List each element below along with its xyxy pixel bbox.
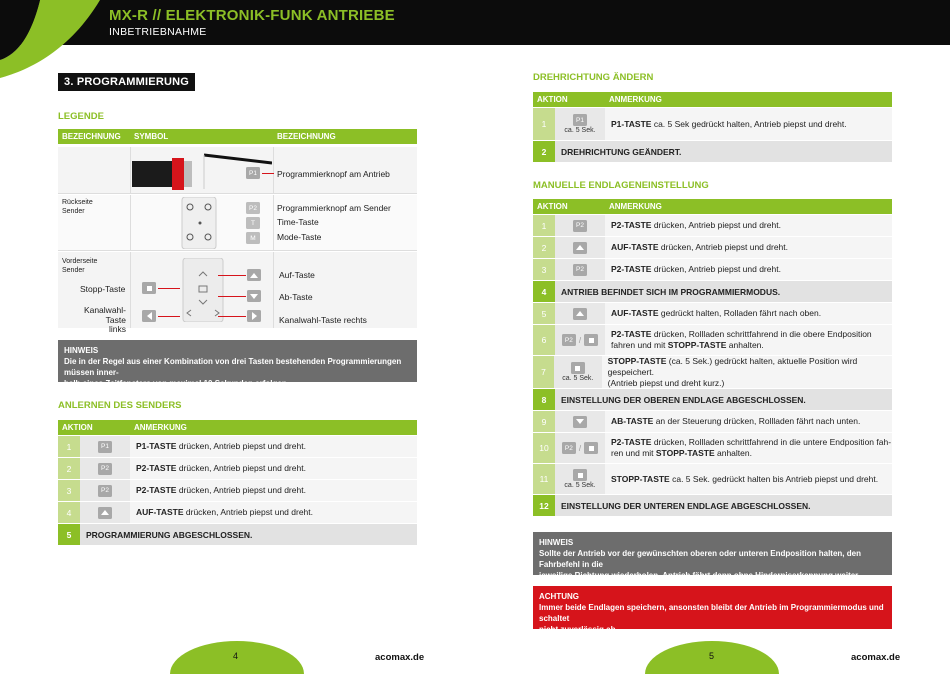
note-rest: drücken, Rollladen schrittfahrend in die obere Endposition <box>651 329 872 339</box>
note-rest: gedrückt halten, Rolladen fährt nach oben. <box>658 308 822 318</box>
note-line-1 <box>611 308 821 319</box>
step-number: 3 <box>58 480 80 501</box>
remote-back-icon <box>180 197 220 249</box>
step-row <box>533 303 892 324</box>
legend-desc-p1: Programmierknopf am Antrieb <box>277 169 390 179</box>
up-arrow-icon <box>576 311 584 316</box>
key-cell <box>555 303 605 324</box>
note-text <box>130 441 306 452</box>
note-line-1 <box>136 507 313 518</box>
key-cell <box>80 502 130 523</box>
step-number: 1 <box>533 215 555 236</box>
step-number: 4 <box>533 281 555 302</box>
P1-key-icon: P1 <box>573 114 587 126</box>
note-line-2b: STOPP-TASTE <box>655 448 715 458</box>
slash-separator: / <box>578 335 582 345</box>
step-number: 6 <box>533 325 555 355</box>
P2-key-icon: P2 <box>98 463 112 475</box>
note-line-2 <box>608 378 892 389</box>
stop-key-icon <box>573 469 587 481</box>
step-row <box>533 259 892 280</box>
step-row <box>533 215 892 236</box>
step-row <box>58 502 417 523</box>
note-rest: drücken, Antrieb piepst und dreht. <box>176 463 306 473</box>
legend-down-label: Ab-Taste <box>279 292 313 302</box>
note-rest: drücken, Antrieb piepst und dreht. <box>183 507 314 517</box>
note-rest: drücken, Antrieb piepst und dreht. <box>176 441 306 451</box>
note-line-2 <box>611 340 872 351</box>
status-text: EINSTELLUNG DER UNTEREN ENDLAGE ABGESCHLOSSEN. <box>561 500 811 511</box>
channel-left-key-icon <box>142 310 156 322</box>
legend-label-back: Rückseite Sender <box>62 199 93 215</box>
note-rest: drücken, Antrieb piepst und dreht. <box>658 242 789 252</box>
note-bold: P1-TASTE <box>611 118 652 129</box>
legend-col-3: BEZEICHNUNG <box>277 132 336 141</box>
key-icon-group <box>571 362 585 374</box>
note-line-1 <box>136 463 306 474</box>
note-text <box>602 356 892 389</box>
dir-col-note: ANMERKUNG <box>609 95 662 104</box>
note-line-2a: ren und mit <box>611 448 656 458</box>
note-rest: drücken, Antrieb piepst und dreht. <box>651 264 781 274</box>
note-line-2a: (Antrieb piepst und dreht kurz.) <box>607 377 725 388</box>
note-line-1 <box>611 220 781 231</box>
note-line-1 <box>611 329 872 340</box>
note-line-2a: fahren und mit <box>611 340 668 350</box>
step-number: 3 <box>533 259 555 280</box>
status-row <box>58 524 417 545</box>
footer-site-left: acomax.de <box>375 652 425 663</box>
note-bold: STOPP-TASTE <box>607 355 667 366</box>
legend-channel-right-label: Kanalwahl-Taste rechts <box>279 315 367 325</box>
key-icon-group <box>573 469 587 481</box>
key-icon-group <box>562 442 598 454</box>
down-key-icon <box>247 290 261 302</box>
key-cell <box>555 259 605 280</box>
mode-key-icon: M <box>246 232 260 244</box>
key-cell <box>555 108 605 140</box>
step-row <box>533 464 892 494</box>
note-rest: drücken, Antrieb piepst und dreht. <box>651 220 781 230</box>
legend-header-row <box>58 129 417 144</box>
page-number-left: 4 <box>233 651 239 661</box>
step-number: 11 <box>533 464 555 494</box>
key-cell <box>555 411 605 432</box>
note-line-2b: STOPP-TASTE <box>667 340 727 350</box>
duration-label: ca. 5 Sek. <box>562 375 594 382</box>
pair-heading: ANLERNEN DES SENDERS <box>58 400 182 411</box>
note-rest: an der Steuerung drücken, Rollladen fährt nach unten. <box>653 416 861 426</box>
legend-desc-time: Time-Taste <box>277 217 319 227</box>
page-number-right: 5 <box>709 651 715 661</box>
status-text: ANTRIEB BEFINDET SICH IM PROGRAMMIERMODUS. <box>561 286 781 297</box>
step-number: 5 <box>533 303 555 324</box>
status-text: DREHRICHTUNG GEÄNDERT. <box>561 146 682 157</box>
step-number: 5 <box>58 524 80 545</box>
stop-key-icon <box>571 362 585 374</box>
end-header-row <box>533 199 892 214</box>
note-line-1 <box>611 416 860 427</box>
dir-heading: DREHRICHTUNG ÄNDERN <box>533 72 654 83</box>
legend-row-1 <box>58 147 417 194</box>
P2-key-icon: P2 <box>98 485 112 497</box>
hint-box-right <box>533 532 892 580</box>
P1-key-icon: P1 <box>98 441 112 453</box>
key-icon-group <box>573 220 587 232</box>
note-text <box>605 242 788 253</box>
step-row <box>533 237 892 258</box>
note-line-2c: anhalten. <box>714 448 752 458</box>
time-key-icon: T <box>246 217 260 229</box>
status-row <box>533 389 892 410</box>
header-subtitle: INBETRIEBNAHME <box>109 26 207 38</box>
legend-row-2 <box>58 195 417 251</box>
key-cell <box>555 237 605 258</box>
down-arrow-icon <box>576 419 584 424</box>
note-bold: P2-TASTE <box>611 264 652 274</box>
up-arrow-icon <box>101 510 109 515</box>
key-icon-group <box>98 485 112 497</box>
note-text <box>605 416 860 427</box>
end-col-action: AKTION <box>537 202 568 211</box>
note-bold: AB-TASTE <box>611 416 654 426</box>
note-line-1 <box>611 264 781 275</box>
note-text <box>130 507 313 518</box>
hint-title-right: HINWEIS <box>539 538 574 547</box>
up-key-icon <box>573 308 587 320</box>
note-text <box>605 220 781 231</box>
P2-key-icon: P2 <box>573 220 587 232</box>
legend-col-1: BEZEICHNUNG <box>62 132 121 141</box>
key-icon-group <box>573 308 587 320</box>
stop-square-icon <box>575 366 580 371</box>
key-icon-group <box>562 334 598 346</box>
status-row <box>533 141 892 162</box>
note-line-1 <box>611 119 847 130</box>
status-row <box>533 281 892 302</box>
legend-row-3 <box>58 252 417 334</box>
step-row <box>533 356 892 388</box>
warning-text: Immer beide Endlagen speichern, ansonsten bleibt der Antrieb im Programmiermodus und schaltet nicht zuverlässig ab. <box>539 603 884 634</box>
key-cell <box>554 356 602 388</box>
hint-text-right: Sollte der Antrieb vor der gewünschten oberen oder unteren Endposition halten, den Fahrbefehl in die jeweilige Richtung wiederholen. Antrieb fährt dann ohne Hinderniserkennung weiter. <box>539 549 861 580</box>
remote-front-icon <box>181 258 225 322</box>
step-number: 2 <box>533 141 555 162</box>
hint-box-left <box>58 340 417 388</box>
key-cell <box>80 458 130 479</box>
note-text <box>605 474 878 485</box>
hint-text-left: Die in der Regel aus einer Kombination von drei Tasten bestehenden Programmierungen müssen inner- halb eines Zeitfensters von maximal 10 Sekunden erfolgen. <box>64 357 402 388</box>
key-icon-group <box>98 507 112 519</box>
p1-key-icon: P1 <box>246 167 260 179</box>
legend-heading: LEGENDE <box>58 111 104 122</box>
note-bold: P2-TASTE <box>136 485 177 495</box>
note-line-1 <box>608 356 892 378</box>
stop-key-icon <box>584 334 598 346</box>
slash-separator: / <box>578 443 582 453</box>
note-bold: P2-TASTE <box>611 437 652 447</box>
step-number: 7 <box>533 356 554 388</box>
key-icon-group <box>573 264 587 276</box>
key-cell <box>555 464 605 494</box>
legend-label-front: Vorderseite Sender <box>62 258 98 274</box>
step-number: 1 <box>58 436 80 457</box>
hint-title-left: HINWEIS <box>64 346 99 355</box>
header-title: MX-R // ELEKTRONIK-FUNK ANTRIEBE <box>109 7 395 24</box>
key-cell <box>555 325 605 355</box>
step-row <box>58 480 417 501</box>
duration-label: ca. 5 Sek. <box>564 127 596 134</box>
step-row <box>533 325 892 355</box>
note-line-1 <box>136 485 306 496</box>
footer-site-right: acomax.de <box>851 652 901 663</box>
legend-desc-p2: Programmierknopf am Sender <box>277 203 391 213</box>
step-number: 9 <box>533 411 555 432</box>
key-cell <box>80 480 130 501</box>
note-line-1 <box>136 441 306 452</box>
note-rest: ca. 5 Sek. gedrückt halten bis Antrieb piepst und dreht. <box>669 473 879 484</box>
up-arrow-icon <box>576 245 584 250</box>
note-bold: STOPP-TASTE <box>611 473 670 484</box>
step-number: 12 <box>533 495 555 516</box>
warning-box <box>533 586 892 634</box>
note-line-1 <box>611 242 788 253</box>
up-key-icon <box>573 242 587 254</box>
step-number: 2 <box>58 458 80 479</box>
end-heading: MANUELLE ENDLAGENEINSTELLUNG <box>533 180 709 191</box>
note-rest: (ca. 5 Sek.) gedrückt halten, aktuelle Position wird gespeichert. <box>607 355 858 377</box>
note-bold: P2-TASTE <box>611 329 652 339</box>
note-bold: AUF-TASTE <box>611 242 659 252</box>
key-icon-group <box>573 114 587 126</box>
key-cell <box>555 433 605 463</box>
note-rest: ca. 5 Sek gedrückt halten, Antrieb piepst und dreht. <box>651 118 847 129</box>
note-bold: AUF-TASTE <box>136 507 184 517</box>
note-bold: AUF-TASTE <box>611 308 659 318</box>
note-line-2 <box>611 448 891 459</box>
legend-channel-left-label: Kanalwahl-Taste links <box>83 305 126 334</box>
up-key-icon <box>247 269 261 281</box>
note-text <box>605 264 781 275</box>
note-text <box>130 485 306 496</box>
step-number: 10 <box>533 433 555 463</box>
step-row <box>533 433 892 463</box>
note-line-1 <box>611 474 878 485</box>
step-row <box>533 411 892 432</box>
stop-key-icon <box>142 282 156 294</box>
stop-square-icon <box>589 446 594 451</box>
legend-stop-label: Stopp-Taste <box>80 284 126 294</box>
channel-right-key-icon <box>247 310 261 322</box>
note-text <box>130 463 306 474</box>
note-text <box>605 437 891 459</box>
note-line-2c: anhalten. <box>726 340 764 350</box>
note-bold: P2-TASTE <box>136 463 177 473</box>
pair-header-row <box>58 420 417 435</box>
step-row <box>58 436 417 457</box>
down-key-icon <box>573 416 587 428</box>
stop-key-icon <box>584 442 598 454</box>
dir-header-row <box>533 92 892 107</box>
note-text <box>605 308 821 319</box>
status-row <box>533 495 892 516</box>
key-icon-group <box>98 441 112 453</box>
green-swoosh-icon <box>0 0 110 80</box>
step-number: 4 <box>58 502 80 523</box>
key-icon-group <box>98 463 112 475</box>
status-text: PROGRAMMIERUNG ABGESCHLOSSEN. <box>86 529 253 540</box>
P2-key-icon: P2 <box>562 442 576 454</box>
up-key-icon <box>98 507 112 519</box>
note-text <box>605 119 847 130</box>
note-line-1 <box>611 437 891 448</box>
P2-key-icon: P2 <box>562 334 576 346</box>
end-col-note: ANMERKUNG <box>609 202 662 211</box>
note-rest: drücken, Antrieb piepst und dreht. <box>176 485 306 495</box>
legend-col-2: SYMBOL <box>134 132 169 141</box>
stop-square-icon <box>589 338 594 343</box>
warning-title: ACHTUNG <box>539 592 579 601</box>
step-number: 8 <box>533 389 555 410</box>
note-bold: P1-TASTE <box>136 441 177 451</box>
stop-square-icon <box>578 473 583 478</box>
p2-key-icon: P2 <box>246 202 260 214</box>
key-icon-group <box>573 242 587 254</box>
key-cell <box>555 215 605 236</box>
legend-up-label: Auf-Taste <box>279 270 315 280</box>
step-row <box>533 108 892 140</box>
dir-col-action: AKTION <box>537 95 568 104</box>
pair-col-action: AKTION <box>62 423 93 432</box>
legend-desc-mode: Mode-Taste <box>277 232 322 242</box>
note-text <box>605 329 872 351</box>
step-number: 2 <box>533 237 555 258</box>
pair-col-note: ANMERKUNG <box>134 423 187 432</box>
note-bold: P2-TASTE <box>611 220 652 230</box>
step-number: 1 <box>533 108 555 140</box>
P2-key-icon: P2 <box>573 264 587 276</box>
duration-label: ca. 5 Sek. <box>564 482 596 489</box>
section-title: 3. PROGRAMMIERUNG <box>58 73 195 91</box>
note-rest: drücken, Rollladen schrittfahrend in die untere Endposition fah- <box>651 437 892 447</box>
key-cell <box>80 436 130 457</box>
status-text: EINSTELLUNG DER OBEREN ENDLAGE ABGESCHLOSSEN. <box>561 394 806 405</box>
key-icon-group <box>573 416 587 428</box>
step-row <box>58 458 417 479</box>
